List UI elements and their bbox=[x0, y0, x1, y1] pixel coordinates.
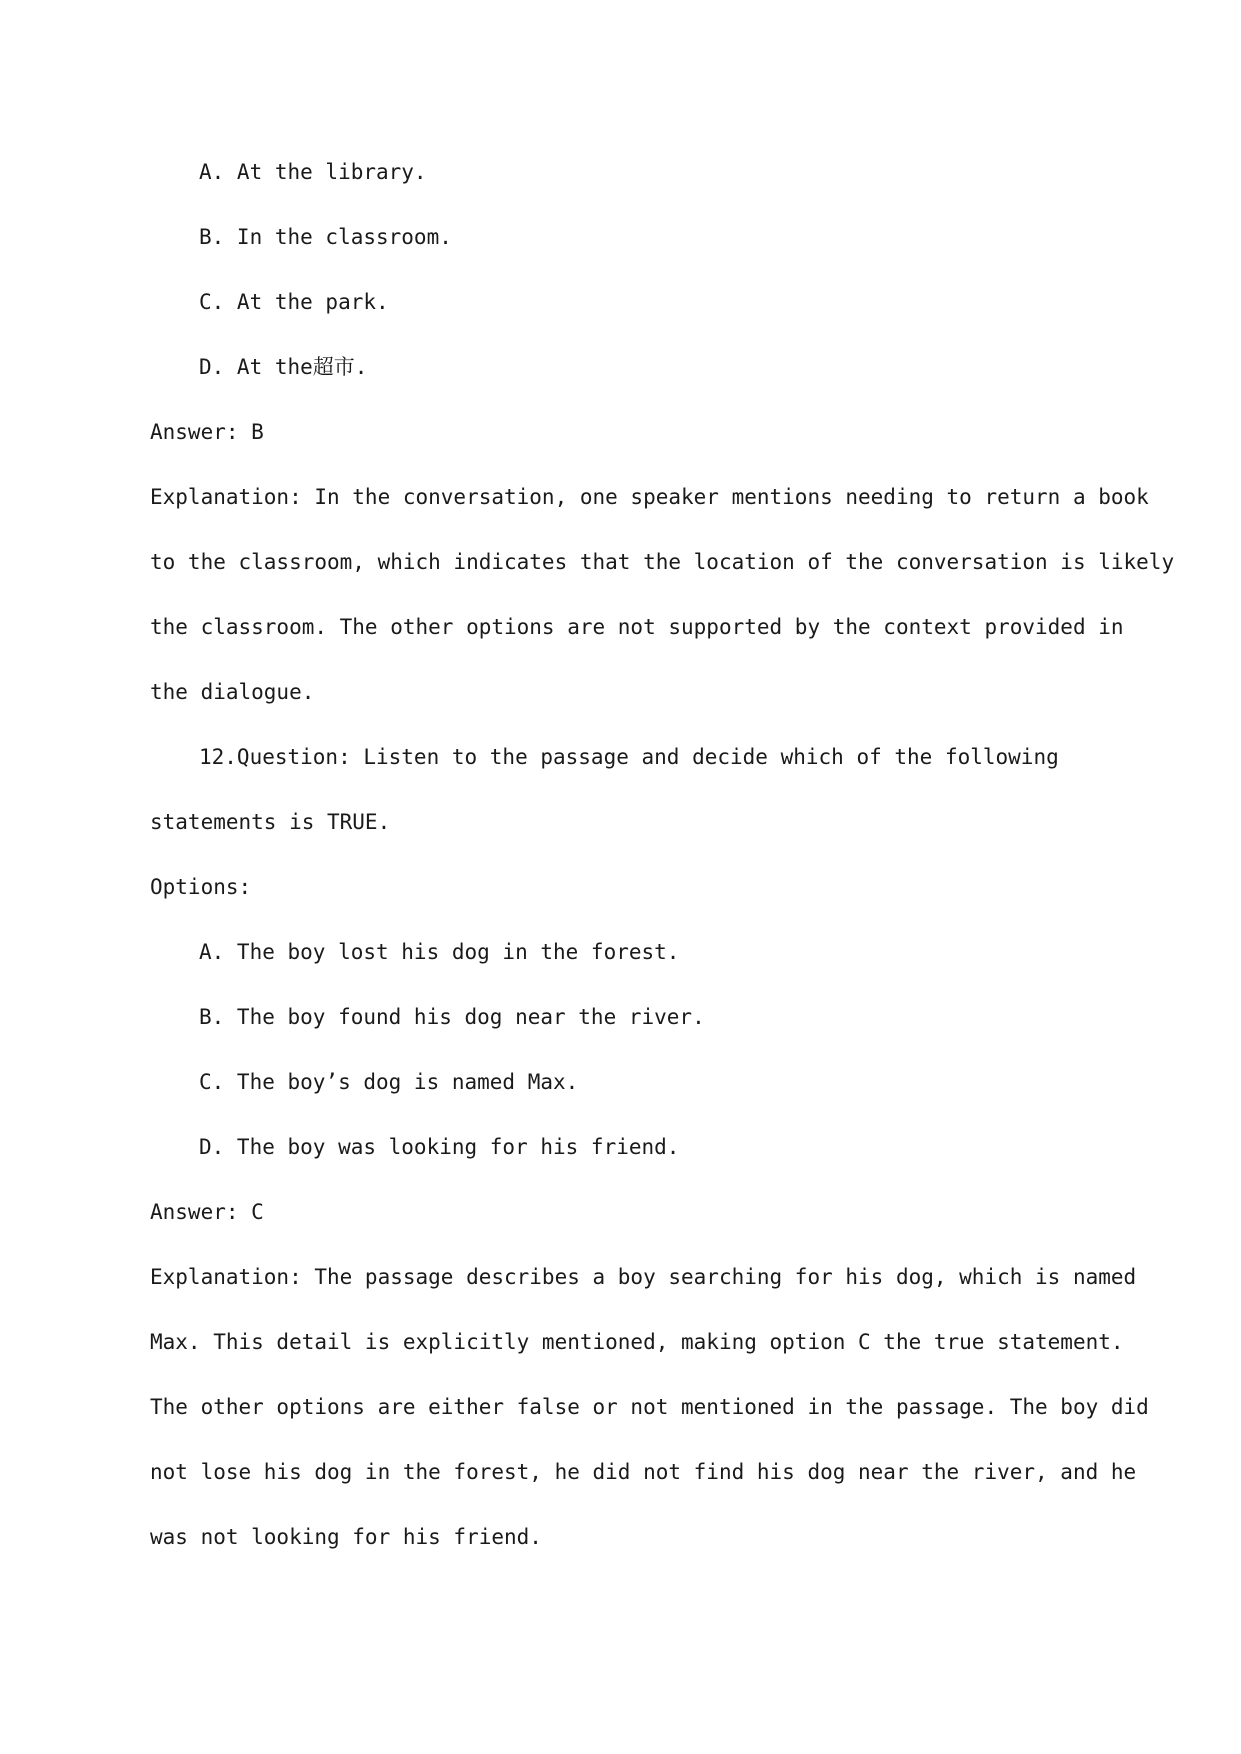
q11-option-b: B. In the classroom. bbox=[199, 225, 452, 249]
q12-question-line-1: 12.Question: Listen to the passage and decide which of the following bbox=[199, 745, 1059, 769]
q11-explanation-line-3: the classroom. The other options are not supported by the context provided in bbox=[150, 615, 1124, 639]
q12-explanation-line-2: Max. This detail is explicitly mentioned, making option C the true statement. bbox=[150, 1330, 1124, 1354]
q12-question-line-2: statements is TRUE. bbox=[150, 810, 391, 834]
q12-explanation-line-3: The other options are either false or not mentioned in the passage. The boy did bbox=[150, 1395, 1149, 1419]
q11-option-d: D. At the超市. bbox=[199, 355, 368, 379]
q12-option-d: D. The boy was looking for his friend. bbox=[199, 1135, 680, 1159]
q11-explanation-line-1: Explanation: In the conversation, one speaker mentions needing to return a book bbox=[150, 485, 1149, 509]
q12-explanation-line-4: not lose his dog in the forest, he did not find his dog near the river, and he bbox=[150, 1460, 1137, 1484]
document-page bbox=[150, 140, 1175, 1570]
q12-option-c: C. The boy’s dog is named Max. bbox=[199, 1070, 579, 1094]
q12-explanation-line-1: Explanation: The passage describes a boy searching for his dog, which is named bbox=[150, 1265, 1137, 1289]
q11-option-a: A. At the library. bbox=[199, 160, 427, 184]
q12-option-b: B. The boy found his dog near the river. bbox=[199, 1005, 705, 1029]
q11-explanation-line-4: the dialogue. bbox=[150, 680, 315, 704]
q12-options-label: Options: bbox=[150, 875, 252, 899]
q11-explanation-line-2: to the classroom, which indicates that the location of the conversation is likely bbox=[150, 550, 1175, 574]
q12-explanation-line-5: was not looking for his friend. bbox=[150, 1525, 542, 1549]
q11-option-c: C. At the park. bbox=[199, 290, 389, 314]
q12-answer: Answer: C bbox=[150, 1200, 264, 1224]
q12-option-a: A. The boy lost his dog in the forest. bbox=[199, 940, 680, 964]
q11-answer: Answer: B bbox=[150, 420, 264, 444]
